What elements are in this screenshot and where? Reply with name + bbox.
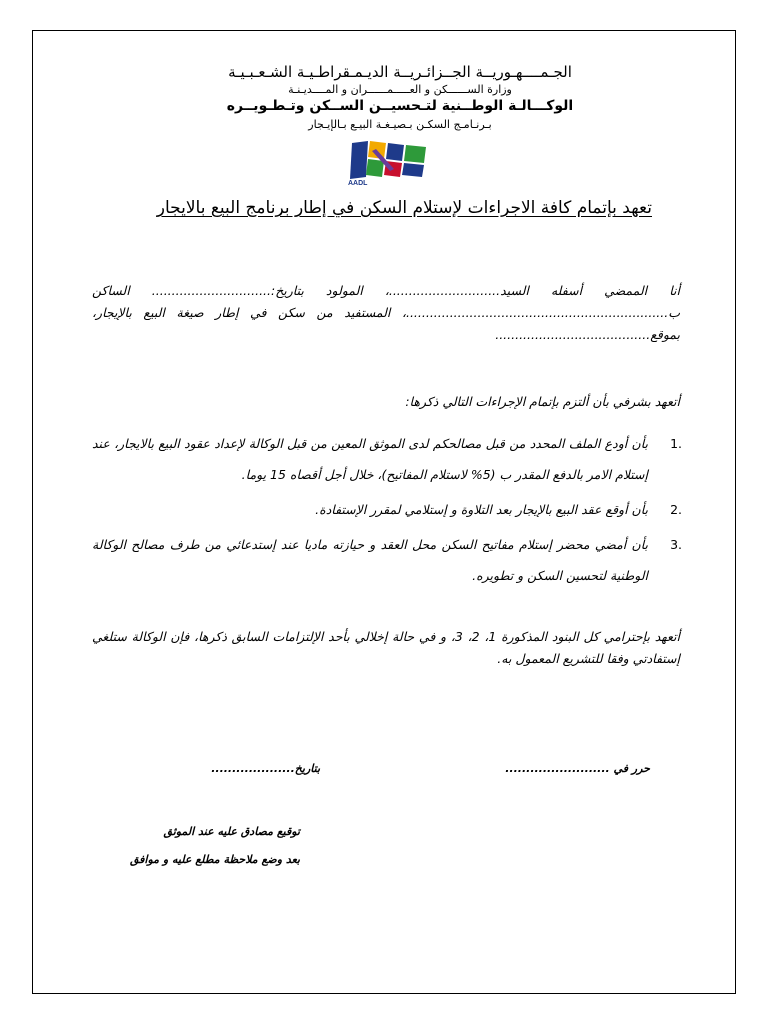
list-item xyxy=(92,494,682,525)
logo-shape xyxy=(386,143,404,161)
list-number: .3 xyxy=(670,537,682,552)
notary-line-2: بعد وضع ملاحظة مطلع عليه و موافق xyxy=(129,853,300,866)
list-text: بأن أودع الملف المحدد من قبل مصالحكم لدى الموثق المعين من قبل الوكالة لإعداد عقود البيع بالايجار، عند إستلام الامر بالدفع المقدر ب (5% لاستلام المفاتيح)، خلال أجل أقصاه 15 يوما. xyxy=(92,436,648,482)
commitment-intro: أتعهد بشرفي بأن ألتزم بإتمام الإجراءات التالي ذكرها: xyxy=(405,394,680,409)
aadl-logo xyxy=(346,139,432,187)
header-ministry: وزارة الســــــكن و العـــــمــــــران و المــــديـنـة xyxy=(288,83,512,96)
notary-line-1: توقيع مصادق عليه عند الموثق xyxy=(163,825,300,838)
list-number: .2 xyxy=(670,502,682,517)
document-title: تعهد بإتمام كافة الاجراءات لإستلام السكن في إطار برنامج البيع بالايجار xyxy=(156,198,652,218)
logo-shape xyxy=(404,145,426,163)
signature-place: حرر في ......................... xyxy=(505,762,650,775)
commitment-paragraph: أتعهد بإحترامي كل البنود المذكورة 1، 2، 3، و في حالة إخلالي بأحد الإلتزامات السابق ذكرها، فإن الوكالة ستلغي إستفادتي وفقا للتشريع المعمول به. xyxy=(92,629,680,666)
list-text: بأن أوقع عقد البيع بالإيجار بعد التلاوة و إستلامي لمقرر الإستفادة. xyxy=(315,502,648,517)
logo-shape xyxy=(402,163,424,177)
logo-shape xyxy=(350,141,368,179)
list-number: .1 xyxy=(670,436,682,451)
commitment-list xyxy=(92,428,682,595)
header-program: بـرنـامـج السكـن بـصيـغـة البيـع بـالإيـجار xyxy=(308,118,492,131)
signature-date: بتاريخ.................... xyxy=(211,762,320,775)
list-item xyxy=(92,529,682,591)
list-text: بأن أمضي محضر إستلام مفاتيح السكن محل العقد و حيازته ماديا عند إستدعائي من طرف مصالح الوكالة الوطنية لتحسين السكن و تطويره. xyxy=(92,537,648,583)
logo-shape xyxy=(366,159,384,177)
declaration-paragraph: أنا الممضي أسفله السيد............................، المولود بتاريخ:.............................. الساكن ب..................................................................، المستفيد من سكن في إطار صيغة البيع بالإيجار، بموقع....................................... xyxy=(92,283,680,342)
logo-text: AADL xyxy=(348,180,368,187)
header-agency: الوكـــالـة الوطــنية لتـحسيــن الســكن وتـطـويــره xyxy=(226,98,574,114)
header-republic: الجـمــــهـوريــة الجــزائـريــة الديـمـقراطـيـة الشـعـبـيـة xyxy=(228,63,572,81)
list-item xyxy=(92,428,682,490)
